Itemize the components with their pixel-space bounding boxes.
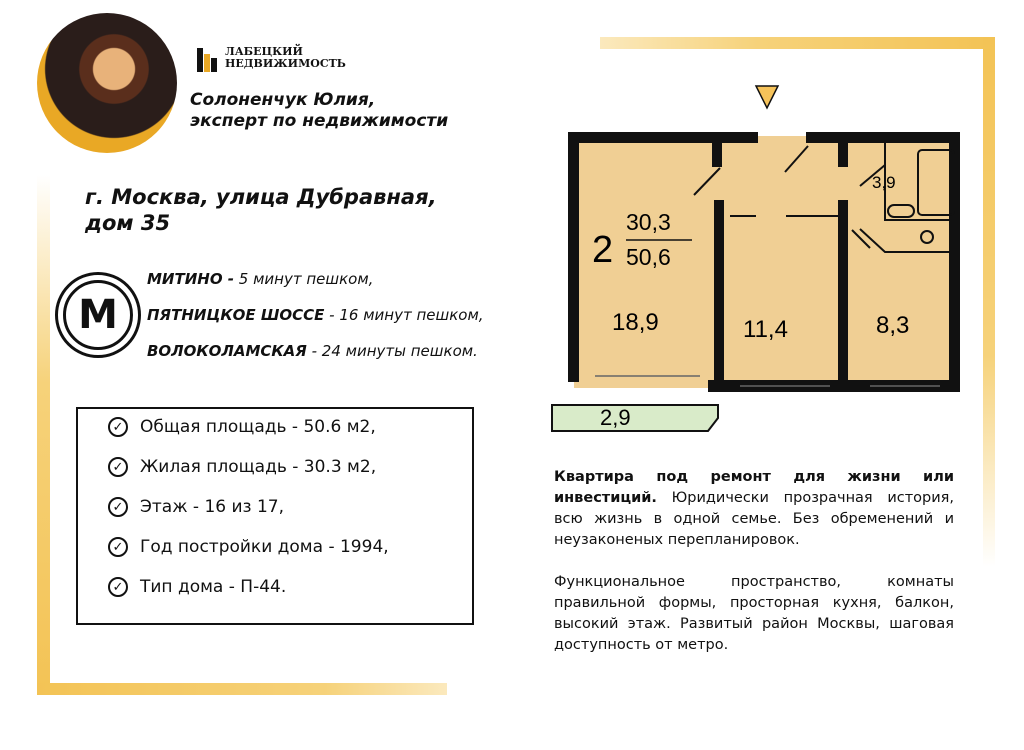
decor-frame-left	[37, 175, 50, 695]
spec-item	[108, 577, 286, 597]
station-time: 5 минут пешком,	[234, 270, 374, 288]
station-time: - 16 минут пешком,	[324, 306, 484, 324]
metro-station	[147, 306, 484, 324]
check-icon: ✓	[108, 457, 128, 477]
description-p1	[554, 467, 954, 551]
spec-item	[108, 537, 389, 557]
decor-frame-right	[983, 37, 995, 567]
agent-info	[190, 90, 448, 132]
description	[554, 467, 954, 677]
check-icon: ✓	[108, 537, 128, 557]
balcony	[552, 405, 718, 431]
agent-name: Солоненчук Юлия,	[190, 90, 376, 110]
plan-room-count: 2	[592, 229, 614, 271]
metro-station	[147, 342, 478, 360]
plan-total-area: 50,6	[626, 244, 671, 270]
brand-line1: ЛАБЕЦКИЙ	[225, 45, 303, 58]
brand-line2: НЕДВИЖИМОСТЬ	[225, 57, 346, 70]
spec-text: Год постройки дома - 1994,	[140, 537, 389, 557]
plan-bath-area: 3,9	[872, 173, 896, 192]
address-line1: г. Москва, улица Дубравная,	[85, 185, 437, 209]
check-icon: ✓	[108, 497, 128, 517]
description-p2: Функциональное пространство, комнаты правильной формы, просторная кухня, балкон, высокий этаж. Развитый район Москвы, шаговая доступность от метро.	[554, 574, 954, 653]
spec-text: Жилая площадь - 30.3 м2,	[140, 457, 377, 477]
brand-logo	[195, 44, 346, 72]
metro-station	[147, 270, 373, 288]
spec-item	[108, 417, 376, 437]
spec-item	[108, 457, 376, 477]
station-name: МИТИНО -	[147, 270, 235, 288]
decor-frame-top	[600, 37, 995, 49]
north-arrow-icon	[756, 86, 778, 108]
plan-balcony-area: 2,9	[600, 405, 631, 430]
station-name: ПЯТНИЦКОЕ ШОССЕ	[147, 306, 325, 324]
description-bold: Квартира под ремонт для жизни или инвестиций.	[554, 469, 954, 506]
spec-text: Тип дома - П-44.	[140, 577, 287, 597]
spec-text: Общая площадь - 50.6 м2,	[140, 417, 376, 437]
description-text: Юридически прозрачная история, всю жизнь в одной семье. Без обременений и неузаконеных перепланировок.	[554, 490, 954, 548]
metro-icon	[55, 272, 141, 358]
plan-living-area: 30,3	[626, 209, 671, 235]
specs-box	[76, 407, 474, 625]
floor-plan	[540, 80, 980, 440]
check-icon: ✓	[108, 417, 128, 437]
plan-room1-area: 18,9	[612, 309, 659, 336]
spec-item	[108, 497, 284, 517]
station-name: ВОЛОКОЛАМСКАЯ	[147, 342, 307, 360]
spec-text: Этаж - 16 из 17,	[140, 497, 285, 517]
plan-room2-area: 11,4	[743, 316, 788, 343]
decor-frame-bottom	[37, 683, 447, 695]
address	[85, 184, 437, 236]
check-icon: ✓	[108, 577, 128, 597]
metro-letter: M	[63, 280, 133, 350]
building-logo-icon	[195, 44, 219, 72]
agent-role: эксперт по недвижимости	[190, 111, 449, 131]
station-time: - 24 минуты пешком.	[306, 342, 478, 360]
agent-avatar	[37, 13, 177, 153]
address-line2: дом 35	[85, 211, 171, 235]
plan-kitchen-area: 8,3	[876, 312, 910, 339]
